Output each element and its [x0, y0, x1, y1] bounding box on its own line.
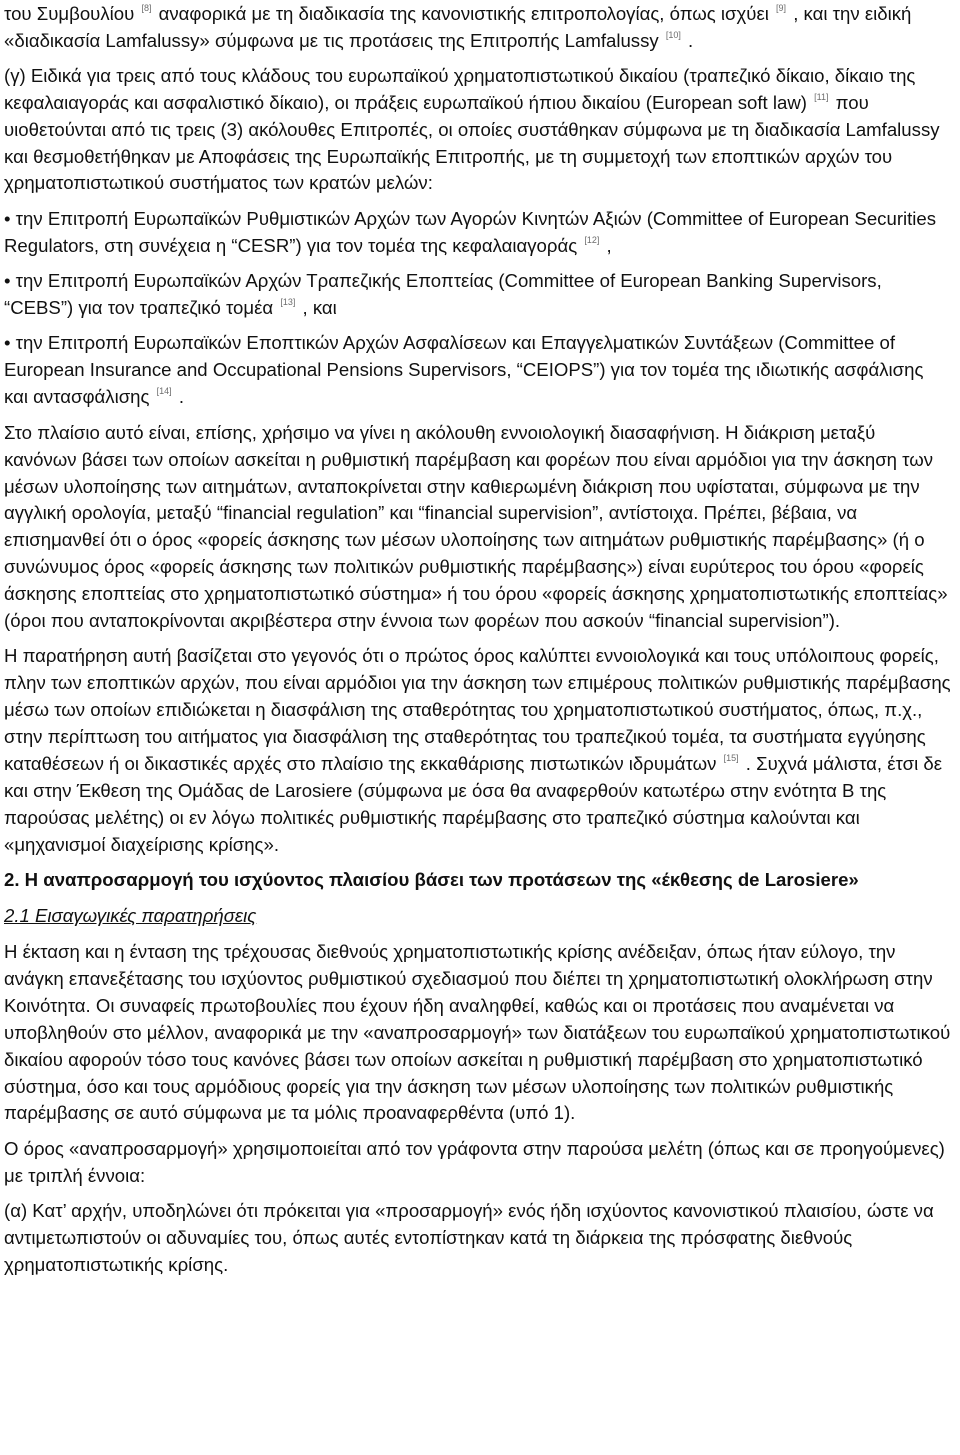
- footnote-ref[interactable]: [13]: [280, 297, 296, 308]
- paragraph-clarification: Στο πλαίσιο αυτό είναι, επίσης, χρήσιμο να γίνει η ακόλουθη εννοιολογική διασαφήνιση. Η διάκριση μεταξύ κανόνων βάσει των οποίων ασκείται η ρυθμιστική παρέμβαση και φορέων που είναι αρμόδιοι για την άσκηση των μέσων υλοποίησης των αιτημάτων, ανταποκρίνεται στην καθιερωμένη διάκριση που υφίσταται, σύμφωνα με την αγγλική ορολογία, μεταξύ “financial regulation” και “financial supervision”, αντίστοιχα. Πρέπει, βέβαια, να επισημανθεί ότι ο όρος «φορείς άσκησης των μέσων υλοποίησης των αιτημάτων ρυθμιστικής παρέμβασης» (ή ο συνώνυμος όρος «φορείς άσκησης των πολιτικών ρυθμιστικής παρέμβασης») είναι ευρύτερος του όρου «φορείς άσκησης εποπτείας στο χρηματοπιστωτικό σύστημα» ή του όρου «φορείς άσκησης χρηματοπιστωτικής εποπτείας» (όροι που ανταποκρίνονται ακριβέστερα στην έννοια των φορέων που ασκούν “financial supervision”).: [4, 421, 948, 632]
- bullet-cesr: [4, 206, 952, 260]
- text-run: .: [682, 29, 694, 51]
- text-run: αναφορικά με τη διαδικασία της κανονιστικής επιτροπολογίας, όπως ισχύει: [153, 3, 775, 24]
- footnote-ref[interactable]: [15]: [723, 753, 739, 764]
- paragraph-intro: Η έκταση και η ένταση της τρέχουσας διεθνούς χρηματοπιστωτικής κρίσης ανέδειξαν, όπως ήταν εύλογο, την ανάγκη επανεξέτασης του ισχύοντος ρυθμιστικού σχεδιασμού που διέπει τη χρηματοπιστωτική ολοκλήρωση στην Κοινότητα. Οι συναφείς πρωτοβουλίες που έχουν ήδη αναληφθεί, καθώς και οι προτάσεις που αναμένεται να υποβληθούν στο μέλλον, αναφορικά με την «αναπροσαρμογή» των διατάξεων του ευρωπαϊκού χρηματοπιστωτικού δικαίου αφορούν τόσο τους κανόνες βάσει των οποίων ασκείται η ρυθμιστική παρέμβαση στο χρηματοπιστωτικό σύστημα, όσο και τους αρμόδιους φορείς για την άσκηση των μέσων υλοποίησης των πολιτικών ρυθμιστικής παρέμβασης σε αυτό σύμφωνα με τα μόλις προαναφερθέντα (υπό 1).: [4, 941, 951, 1124]
- text-run: που υιοθετούνται από τις τρεις (3) ακόλουθες Επιτροπές, οι οποίες συστάθηκαν σύμφωνα με τη διαδικασία Lamfalussy και θεσμοθετήθηκαν με Αποφάσεις της Ευρωπαϊκής Επιτροπής, με τη συμμετοχή των εποπτικών αρχών του χρηματοπιστωτικού συστήματος των κρατών μελών:: [4, 91, 940, 194]
- text-run: .: [173, 386, 185, 408]
- footnote-ref[interactable]: [8]: [141, 3, 152, 13]
- footnote-ref[interactable]: [11]: [814, 91, 829, 102]
- text-run: , και: [297, 297, 337, 319]
- footnote-ref[interactable]: [9]: [776, 3, 787, 13]
- paragraph-gamma: [4, 63, 952, 198]
- text-run: Η παρατήρηση αυτή βασίζεται στο γεγονός ότι ο πρώτος όρος καλύπτει εννοιολογικά και τους υπόλοιπους φορείς, πλην των εποπτικών αρχών, που είναι αρμόδιοι για την άσκηση των επιμέρους πολιτικών ρυθμιστικής παρέμβασης μέσω των οποίων επιδιώκεται η διασφάλιση της σταθερότητας του χρηματοπιστωτικού συστήματος, όπως, π.χ., στην περίπτωση του αιτήματος για διασφάλιση της σταθερότητας του τραπεζικού τομέα, τα συστήματα εγγύησης καταθέσεων ή οι δικαστικές αρχές στο πλαίσιο της εκκαθάρισης πιστωτικών ιδρυμάτων: [4, 645, 951, 775]
- text-run: ,: [601, 234, 612, 256]
- text-run: . Συχνά μάλιστα, έτσι δε και στην Έκθεση της Ομάδας de Larosiere (σύμφωνα με όσα θα αναφερθούν κατωτέρω στην ενότητα Β της παρούσας μελέτης) οι εν λόγω πολιτικές ρυθμιστικής παρέμβασης στο τραπεζικό σύστημα καλούνται και «μηχανισμοί διαχείρισης κρίσης».: [4, 753, 943, 855]
- text-run: • την Επιτροπή Ευρωπαϊκών Εποπτικών Αρχών Ασφαλίσεων και Επαγγελματικών Συντάξεων (Committee of European Insurance and Occupational Pensions Supervisors, “CEIOPS”) για τον τομέα της ιδιωτικής ασφάλισης και αντασφάλισης: [4, 332, 924, 408]
- paragraph-observation: [4, 643, 952, 858]
- paragraph-continuation: [4, 1, 952, 55]
- text-run: , και την ειδική «διαδικασία Lamfalussy» σύμφωνα με τις προτάσεις της Επιτροπής Lamfalussy: [4, 3, 912, 51]
- footnote-ref[interactable]: [12]: [584, 234, 600, 245]
- bullet-ceiops: [4, 330, 952, 411]
- paragraph-alpha: (α) Κατ’ αρχήν, υποδηλώνει ότι πρόκειται για «προσαρμογή» ενός ήδη ισχύοντος κανονιστικού πλαισίου, ώστε να αντιμετωπιστούν οι αδυναμίες του, όπως αυτές εντοπίστηκαν κατά τη διάρκεια της πρόσφατης διεθνούς χρηματοπιστωτικής κρίσης.: [4, 1200, 934, 1275]
- footnote-ref[interactable]: [10]: [665, 29, 681, 40]
- text-run: • την Επιτροπή Ευρωπαϊκών Ρυθμιστικών Αρχών των Αγορών Κινητών Αξιών (Committee of European Securities Regulators, στη συνέχεια η “CESR”) για τον τομέα της κεφαλαιαγοράς: [4, 207, 937, 256]
- paragraph-term: Ο όρος «αναπροσαρμογή» χρησιμοποιείται από τον γράφοντα στην παρούσα μελέτη (όπως και σε προηγούμενες) με τριπλή έννοια:: [4, 1137, 945, 1186]
- text-run: (γ) Ειδικά για τρεις από τους κλάδους του ευρωπαϊκού χρηματοπιστωτικού δικαίου (τραπεζικό δίκαιο, δίκαιο της κεφαλαιαγοράς και ασφαλιστικό δίκαιο), οι πράξεις ευρωπαϊκού ήπιου δικαίου (European soft law): [4, 64, 916, 113]
- subsection-heading: 2.1 Εισαγωγικές παρατηρήσεις: [4, 905, 257, 927]
- text-run: του Συμβουλίου: [4, 3, 140, 24]
- section-heading: 2. Η αναπροσαρμογή του ισχύοντος πλαισίου βάσει των προτάσεων της «έκθεσης de Larosiere»: [4, 869, 859, 891]
- bullet-cebs: [4, 268, 952, 322]
- text-run: • την Επιτροπή Ευρωπαϊκών Αρχών Τραπεζικής Εποπτείας (Committee of European Banking Supervisors, “CEBS”) για τον τραπεζικό τομέα: [4, 270, 882, 319]
- footnote-ref[interactable]: [14]: [156, 386, 172, 397]
